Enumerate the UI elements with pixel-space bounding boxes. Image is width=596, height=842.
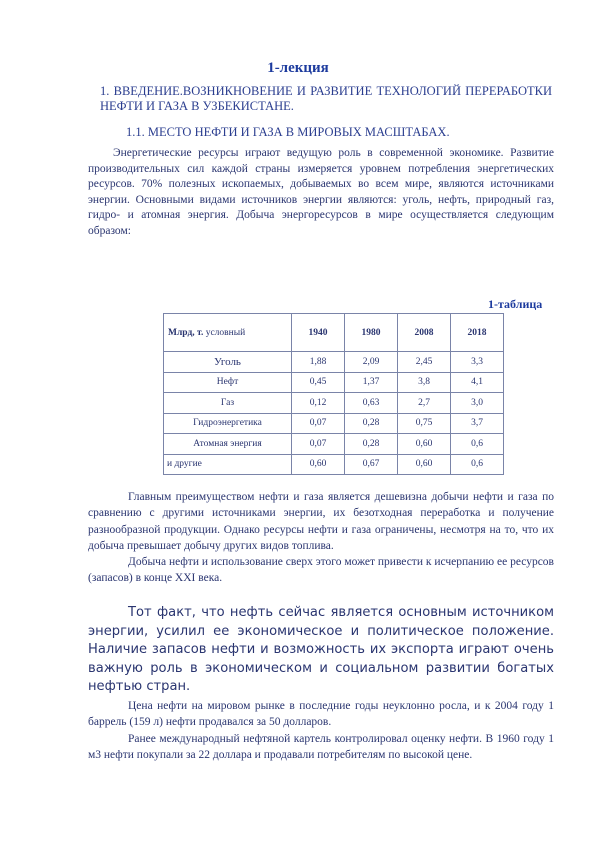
cell-value: 3,8 <box>398 372 451 393</box>
table-row <box>164 454 504 475</box>
cell-value: 0,63 <box>345 393 398 414</box>
cell-value: 0,07 <box>292 434 345 455</box>
cell-value: 2,09 <box>345 352 398 373</box>
cell-value: 0,6 <box>451 454 504 475</box>
subsection-heading: 1.1. МЕСТО НЕФТИ И ГАЗА В МИРОВЫХ МАСШТАБАХ. <box>126 125 450 139</box>
cell-value: 0,60 <box>398 454 451 475</box>
row-label: Атомная энергия <box>164 434 292 455</box>
row-label: и другие <box>164 454 292 475</box>
cell-value: 0,07 <box>292 413 345 434</box>
row-label: Нефт <box>164 372 292 393</box>
energy-production-table <box>163 313 504 475</box>
section-heading: 1. ВВЕДЕНИЕ.ВОЗНИКНОВЕНИЕ И РАЗВИТИЕ ТЕХНОЛОГИЙ ПЕРЕРАБОТКИ НЕФТИ И ГАЗА В УЗБЕКИСТАНЕ. <box>100 84 552 113</box>
paragraph: Цена нефти на мировом рынке в последние годы неуклонно росла, и к 2004 году 1 баррель (159 л) нефти продавался за 50 долларов. <box>88 700 554 729</box>
cell-value: 2,45 <box>398 352 451 373</box>
table-header-row <box>164 314 504 352</box>
row-label: Газ <box>164 393 292 414</box>
table-row <box>164 413 504 434</box>
cell-value: 0,60 <box>292 454 345 475</box>
year-header: 1980 <box>345 314 398 352</box>
table-row <box>164 352 504 373</box>
paragraph: Тот факт, что нефть сейчас является основным источником энергии, усилил ее экономическое и политическое положение. Наличие запасов нефти и возможность их экспорта играют очень важную роль в экономическом и социальном развитии богатых нефтью стран. <box>88 605 554 695</box>
cell-value: 2,7 <box>398 393 451 414</box>
row-label: Уголь <box>164 352 292 373</box>
cell-value: 3,0 <box>451 393 504 414</box>
year-header: 1940 <box>292 314 345 352</box>
cell-value: 0,28 <box>345 413 398 434</box>
cell-value: 3,3 <box>451 352 504 373</box>
lecture-title: 1-лекция <box>267 60 329 76</box>
table-caption: 1-таблица <box>488 297 543 311</box>
cell-value: 0,45 <box>292 372 345 393</box>
cell-value: 3,7 <box>451 413 504 434</box>
row-label: Гидроэнергетика <box>164 413 292 434</box>
cell-value: 1,37 <box>345 372 398 393</box>
cell-value: 0,67 <box>345 454 398 475</box>
table-row <box>164 434 504 455</box>
table-row <box>164 393 504 414</box>
cell-value: 0,60 <box>398 434 451 455</box>
unit-header: Млрд, т. условный <box>164 314 292 352</box>
year-header: 2018 <box>451 314 504 352</box>
cell-value: 1,88 <box>292 352 345 373</box>
cell-value: 0,75 <box>398 413 451 434</box>
table-row <box>164 372 504 393</box>
cell-value: 0,12 <box>292 393 345 414</box>
body-text-block <box>88 698 554 763</box>
paragraph: Добыча нефти и использование сверх этого может привести к исчерпанию ее ресурсов (запасов) в конце XXI века. <box>88 556 554 585</box>
year-header: 2008 <box>398 314 451 352</box>
intro-paragraph: Энергетические ресурсы играют ведущую роль в современной экономике. Развитие производительных сил каждой страны измеряется уровнем потребления энергетических ресурсов. 70% полезных ископаемых, добываемых во всем мире, являются источниками энергии. Основными видами источников энергии являются: уголь, нефть, природный газ, гидро- и атомная энергия. Добыча энергоресурсов в мире осуществляется следующим образом: <box>88 147 554 237</box>
body-text-block-large <box>88 604 554 697</box>
cell-value: 0,28 <box>345 434 398 455</box>
paragraph: Ранее международный нефтяной картель контролировал оценку нефти. В 1960 году 1 м3 нефти покупали за 22 доллара и продавали потребителям по высокой цене. <box>88 732 554 761</box>
cell-value: 4,1 <box>451 372 504 393</box>
cell-value: 0,6 <box>451 434 504 455</box>
paragraph: Главным преимуществом нефти и газа является дешевизна добычи нефти и газа по сравнению с другими источниками энергии, их безотходная переработка и получение разнообразной продукции. Однако ресурсы нефти и газа ограничены, несмотря на то, что их добыча превышает добычу других видов топлива. <box>88 491 554 552</box>
body-text-block <box>88 489 554 587</box>
